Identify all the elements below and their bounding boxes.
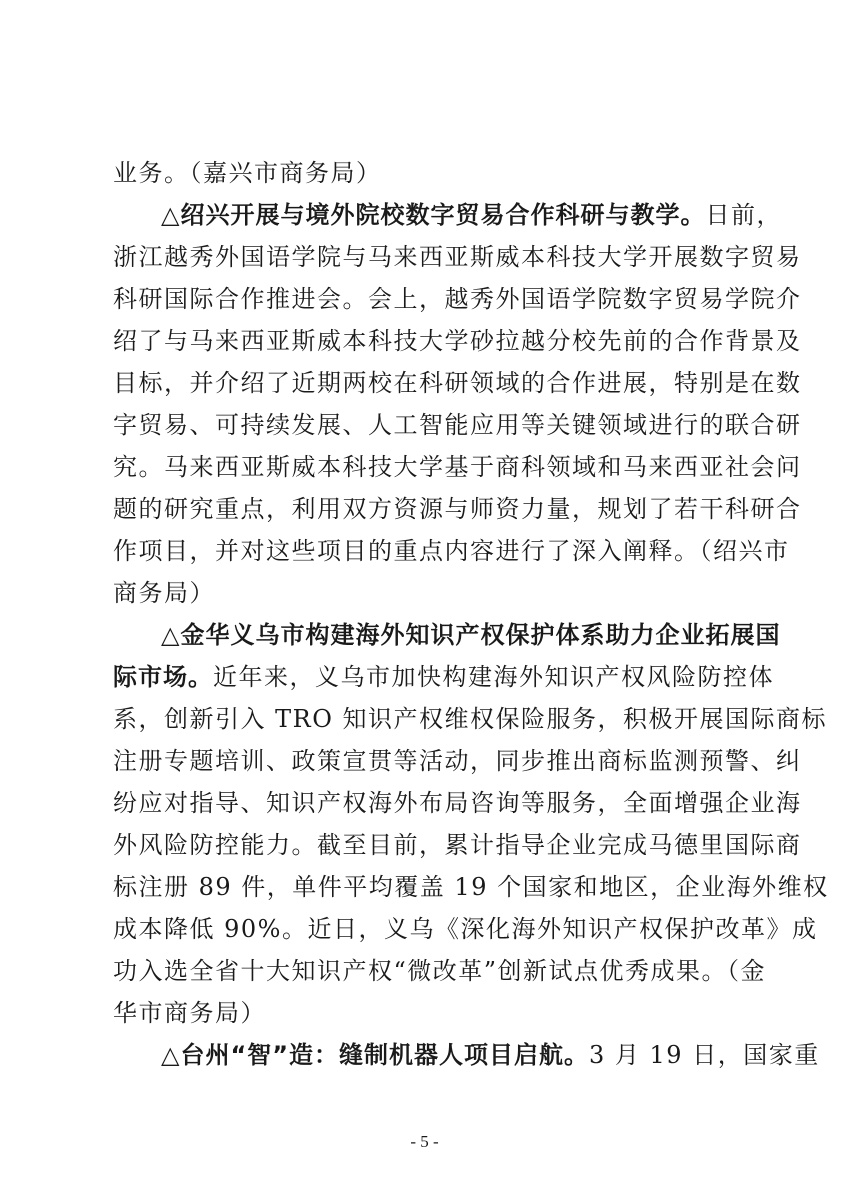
section-heading-taizhou: △台州“智”造：缝制机器人项目启航。 [161, 1041, 590, 1069]
paragraph-line: 功入选全省十大知识产权“微改革”创新试点优秀成果。（金 [113, 957, 767, 985]
paragraph-first-line [113, 614, 781, 656]
paragraph-line: 浙江越秀外国语学院与马来西亚斯威本科技大学开展数字贸易 [113, 243, 802, 271]
paragraph-line: 字贸易、可持续发展、人工智能应用等关键领域进行的联合研 [113, 411, 802, 439]
paragraph-line: 科研国际合作推进会。会上，越秀外国语学院数字贸易学院介 [113, 285, 802, 313]
paragraph-first-line [113, 1034, 820, 1076]
paragraph-line: 标注册 89 件，单件平均覆盖 19 个国家和地区，企业海外维权 [113, 873, 829, 901]
paragraph-text: 日前， [705, 201, 782, 229]
section-heading-shaoxing: △绍兴开展与境外院校数字贸易合作科研与教学。 [161, 201, 706, 229]
section-heading-jinhua-cont: 际市场。 [113, 663, 213, 691]
paragraph-line: 作项目，并对这些项目的重点内容进行了深入阐释。（绍兴市 [113, 537, 790, 565]
paragraph-line: 业务。（嘉兴市商务局） [113, 159, 382, 187]
paragraph-line [113, 656, 774, 698]
paragraph-line: 商务局） [113, 579, 215, 607]
paragraph-line: 注册专题培训、政策宣贯等活动，同步推出商标监测预警、纠 [113, 747, 802, 775]
body-text [113, 152, 829, 1076]
paragraph-line: 华市商务局） [113, 999, 266, 1027]
paragraph-line: 系，创新引入 TRO 知识产权维权保险服务，积极开展国际商标 [113, 705, 828, 733]
paragraph-line: 题的研究重点，利用双方资源与师资力量，规划了若干科研合 [113, 495, 802, 523]
paragraph-line: 成本降低 90%。近日，义乌《深化海外知识产权保护改革》成 [113, 915, 818, 943]
paragraph-text: 近年来，义乌市加快构建海外知识产权风险防控体 [213, 663, 774, 691]
paragraph-line: 纷应对指导、知识产权海外布局咨询等服务，全面增强企业海 [113, 789, 802, 817]
paragraph-line: 究。马来西亚斯威本科技大学基于商科领域和马来西亚社会问 [113, 453, 802, 481]
paragraph-line: 目标，并介绍了近期两校在科研领域的合作进展，特别是在数 [113, 369, 802, 397]
paragraph-first-line [113, 194, 782, 236]
section-heading-jinhua: △金华义乌市构建海外知识产权保护体系助力企业拓展国 [161, 621, 781, 649]
paragraph-line: 绍了与马来西亚斯威本科技大学砂拉越分校先前的合作背景及 [113, 327, 802, 355]
paragraph-line: 外风险防控能力。截至目前，累计指导企业完成马德里国际商 [113, 831, 802, 859]
page-number: - 5 - [410, 1132, 439, 1151]
paragraph-text: 3 月 19 日，国家重 [589, 1041, 820, 1069]
